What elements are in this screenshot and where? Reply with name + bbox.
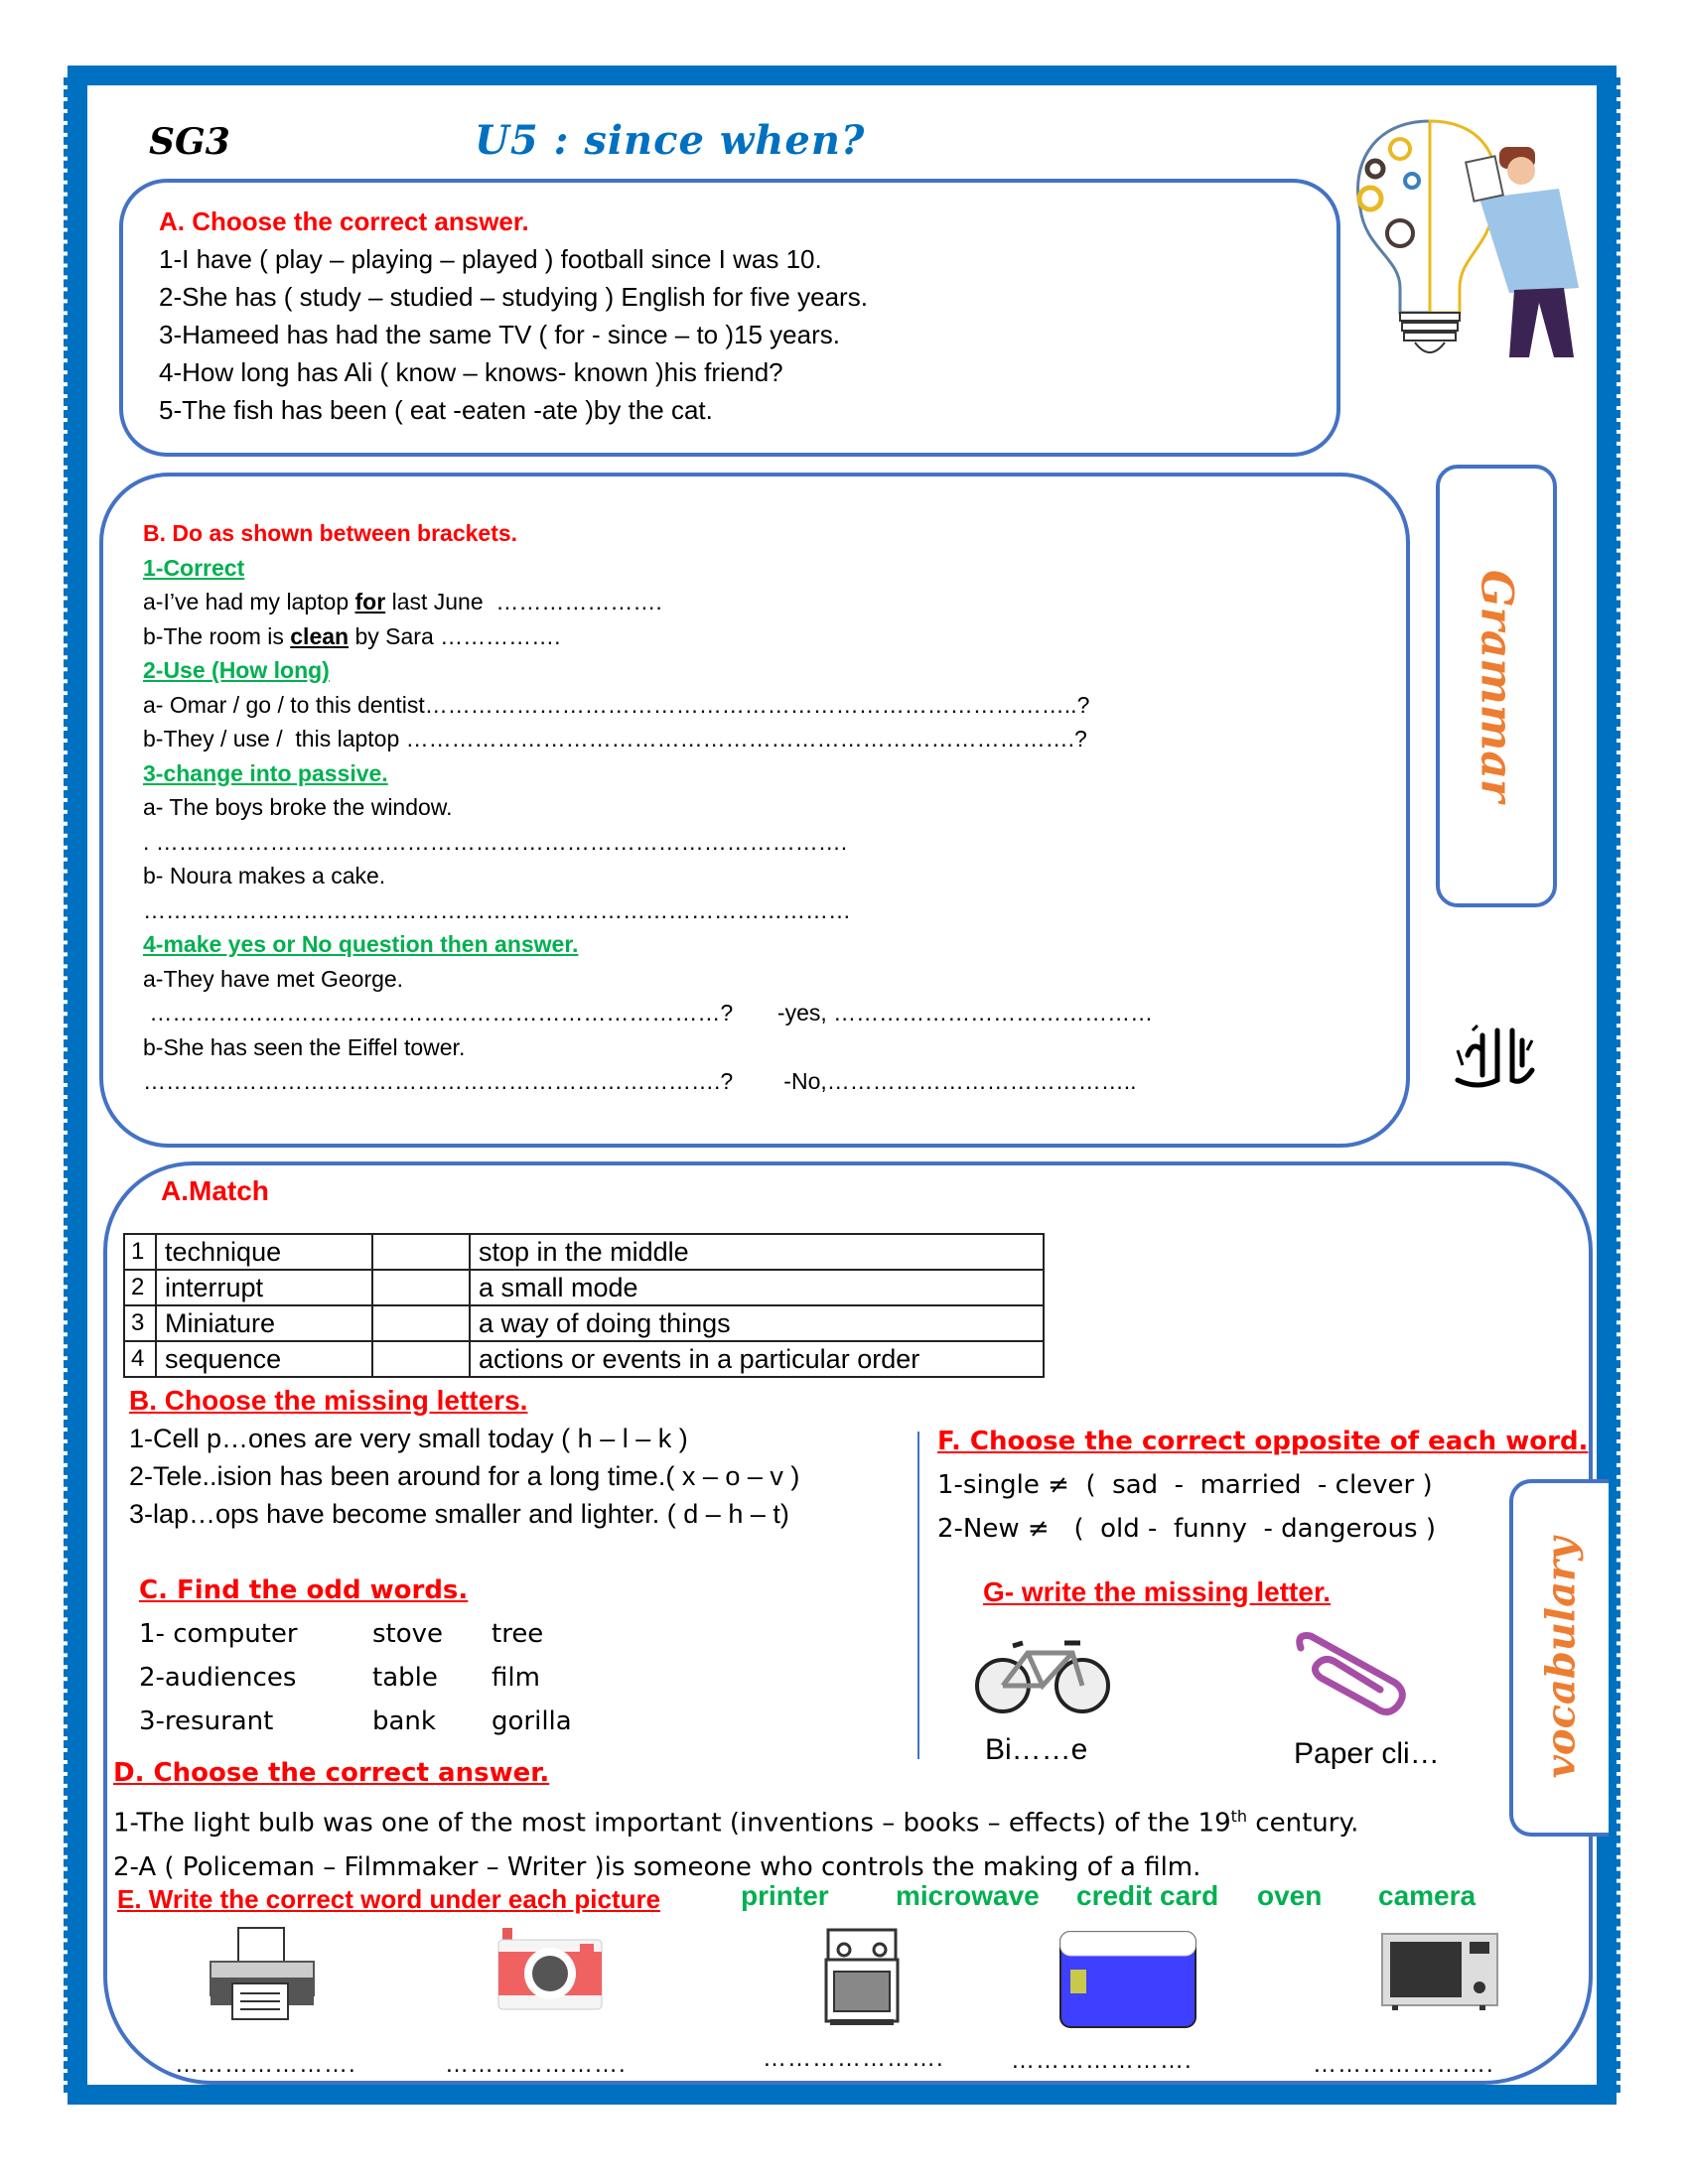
word-bank-item: credit card xyxy=(1076,1880,1219,1911)
table-row xyxy=(124,1305,1044,1341)
match-definition: a way of doing things xyxy=(470,1305,1044,1341)
opposites-heading: F. Choose the correct opposite of each word. xyxy=(937,1427,1589,1456)
lightbulb-icon xyxy=(1331,109,1609,377)
answer-blank[interactable]: …………………. xyxy=(763,2045,944,2072)
table-row xyxy=(124,1270,1044,1305)
grammar-tab-label: Grammar xyxy=(1471,569,1522,803)
table-row xyxy=(124,1234,1044,1270)
worksheet-code: SG3 xyxy=(149,121,230,163)
subsection-correct: 1-Correct xyxy=(143,554,245,581)
question-item: 3-Hameed has had the same TV ( for - since – to )15 years. xyxy=(159,320,840,349)
answer-blank[interactable]: last June …………………. xyxy=(385,589,669,614)
camera-icon xyxy=(496,1926,606,2015)
word[interactable]: stove xyxy=(372,1619,444,1649)
vocabulary-tab xyxy=(1509,1479,1609,1837)
match-definition: actions or events in a particular order xyxy=(470,1341,1044,1377)
row-number: 4 xyxy=(124,1341,156,1377)
unit-title: U5 : since when? xyxy=(475,117,866,164)
word[interactable]: 1- computer xyxy=(139,1619,298,1649)
match-answer-cell[interactable] xyxy=(372,1270,470,1305)
choose-d-section xyxy=(113,1751,1358,1889)
missing-letter-heading: G- write the missing letter. xyxy=(983,1576,1332,1607)
text: 1-The light bulb was one of the most important (inventions – books – effects) of the 19 xyxy=(113,1808,1231,1839)
bicycle-icon xyxy=(973,1628,1112,1717)
question-item: 2-She has ( study – studied – studying ) English for five years. xyxy=(159,282,868,312)
text: century. xyxy=(1247,1808,1359,1839)
word[interactable]: table xyxy=(372,1663,438,1693)
answer-blank[interactable]: . ………………………………………………………………………………. xyxy=(143,828,848,855)
word-bank-item: camera xyxy=(1378,1880,1477,1911)
word[interactable]: 2-audiences xyxy=(139,1663,297,1693)
how-long-item-a[interactable]: a- Omar / go / to this dentist…………………………………………………………………………..? xyxy=(143,691,1090,718)
answer-blank[interactable]: by Sara ……………. xyxy=(349,622,561,649)
question-item: 2-Tele..ision has been around for a long time.( x – o – v ) xyxy=(129,1461,800,1491)
match-definition: stop in the middle xyxy=(470,1234,1044,1270)
answer-blank[interactable]: …………………. xyxy=(175,2051,356,2078)
question-item: 1-single ≠ ( sad - married - clever ) xyxy=(937,1470,1433,1500)
odd-words-row xyxy=(139,1612,572,1656)
oven-icon xyxy=(822,1928,902,2032)
answer-blank[interactable]: …………………. xyxy=(445,2051,627,2078)
word[interactable]: film xyxy=(492,1663,540,1693)
choose-d-heading: D. Choose the correct answer. xyxy=(113,1758,550,1788)
clip-word-blank[interactable]: Paper cli… xyxy=(1294,1737,1440,1770)
match-word: interrupt xyxy=(156,1270,372,1305)
match-answer-cell[interactable] xyxy=(372,1234,470,1270)
column-divider xyxy=(917,1432,919,1759)
microwave-icon xyxy=(1380,1932,1499,2016)
subsection-how-long: 2-Use (How long) xyxy=(143,657,330,683)
paper-clip-icon xyxy=(1291,1628,1410,1722)
word[interactable]: tree xyxy=(492,1619,544,1649)
question-item: 2-New ≠ ( old - funny - dangerous ) xyxy=(937,1514,1436,1544)
match-answer-cell[interactable] xyxy=(372,1341,470,1377)
odd-words-heading: C. Find the odd words. xyxy=(139,1575,469,1605)
word-bank-item: microwave xyxy=(896,1880,1040,1911)
vocabulary-tab-label: vocabulary xyxy=(1537,1537,1585,1779)
odd-words-row xyxy=(139,1700,572,1743)
printer-icon xyxy=(209,1926,318,2025)
missing-letters-section xyxy=(129,1382,799,1533)
row-number: 1 xyxy=(124,1234,156,1270)
match-word: Miniature xyxy=(156,1305,372,1341)
correct-item-a xyxy=(143,585,1153,619)
bike-word-blank[interactable]: Bi……e xyxy=(985,1733,1088,1766)
answer-blank[interactable]: …………………. xyxy=(1011,2047,1193,2074)
grammar-section-a xyxy=(119,179,1340,457)
superscript: th xyxy=(1230,1807,1248,1826)
odd-words-section xyxy=(139,1569,572,1743)
pictures-heading: E. Write the correct word under each picture xyxy=(117,1884,661,1914)
yes-no-item-b: b-She has seen the Eiffel tower. xyxy=(143,1033,466,1060)
answer-blank[interactable]: …………………. xyxy=(1313,2051,1494,2078)
word-bank-item: oven xyxy=(1257,1880,1323,1911)
answer-blank[interactable]: …………………………………………………………………? -yes, …………………………………… xyxy=(143,1000,1154,1025)
row-number: 2 xyxy=(124,1270,156,1305)
section-a-heading: A. Choose the correct answer. xyxy=(159,206,529,236)
answer-blank[interactable]: ………………………………………………………………….? -No,………………………………….. xyxy=(143,1068,1137,1094)
match-table xyxy=(123,1233,1045,1378)
match-word: sequence xyxy=(156,1341,372,1377)
section-b-heading: B. Do as shown between brackets. xyxy=(143,520,518,546)
word-bank-item: printer xyxy=(741,1880,829,1911)
subsection-passive: 3-change into passive. xyxy=(143,759,388,786)
credit-card-icon xyxy=(1058,1930,1197,2034)
question-item: 3-lap…ops have become smaller and lighter. ( d – h – t) xyxy=(129,1499,789,1529)
question-item: 2-A ( Policeman – Filmmaker – Writer )is someone who controls the making of a film. xyxy=(113,1851,1201,1882)
question-item: 5-The fish has been ( eat -eaten -ate )by the cat. xyxy=(159,395,713,425)
text: a-I’ve had my laptop xyxy=(143,589,355,614)
missing-letters-heading: B. Choose the missing letters. xyxy=(129,1385,528,1416)
subsection-yes-no: 4-make yes or No question then answer. xyxy=(143,931,579,957)
grammar-tab xyxy=(1436,465,1557,907)
how-long-item-b[interactable]: b-They / use / this laptop …………………………………………………………………………….? xyxy=(143,726,1087,751)
grammar-section-b xyxy=(99,473,1410,1148)
arabic-calligraphy-icon xyxy=(1438,1011,1547,1100)
opposites-section xyxy=(937,1420,1588,1551)
match-definition: a small mode xyxy=(470,1270,1044,1305)
question-item: 4-How long has Ali ( know – knows- known )his friend? xyxy=(159,357,783,387)
lightbulb-scientist-illustration xyxy=(1331,109,1609,377)
row-number: 3 xyxy=(124,1305,156,1341)
yes-no-item-a: a-They have met George. xyxy=(143,965,404,992)
word[interactable]: 3-resurant xyxy=(139,1706,274,1736)
question-item xyxy=(113,1795,1358,1845)
match-heading: A.Match xyxy=(161,1175,269,1206)
table-row xyxy=(124,1341,1044,1377)
passive-item-a: a- The boys broke the window. xyxy=(143,794,453,820)
word[interactable]: gorilla xyxy=(492,1706,572,1736)
question-item: 1-I have ( play – playing – played ) football since I was 10. xyxy=(159,244,822,274)
correct-item-b xyxy=(143,619,1153,654)
word[interactable]: bank xyxy=(372,1706,436,1736)
question-item: 1-Cell p…ones are very small today ( h – l – k ) xyxy=(129,1424,688,1453)
match-answer-cell[interactable] xyxy=(372,1305,470,1341)
key-word: clean xyxy=(290,622,350,649)
key-word: for xyxy=(354,589,386,614)
text: b-The room is xyxy=(143,622,291,649)
match-word: technique xyxy=(156,1234,372,1270)
odd-words-row xyxy=(139,1656,572,1700)
answer-blank[interactable]: ………………………………………………………………………………… xyxy=(143,896,851,923)
passive-item-b: b- Noura makes a cake. xyxy=(143,863,386,888)
